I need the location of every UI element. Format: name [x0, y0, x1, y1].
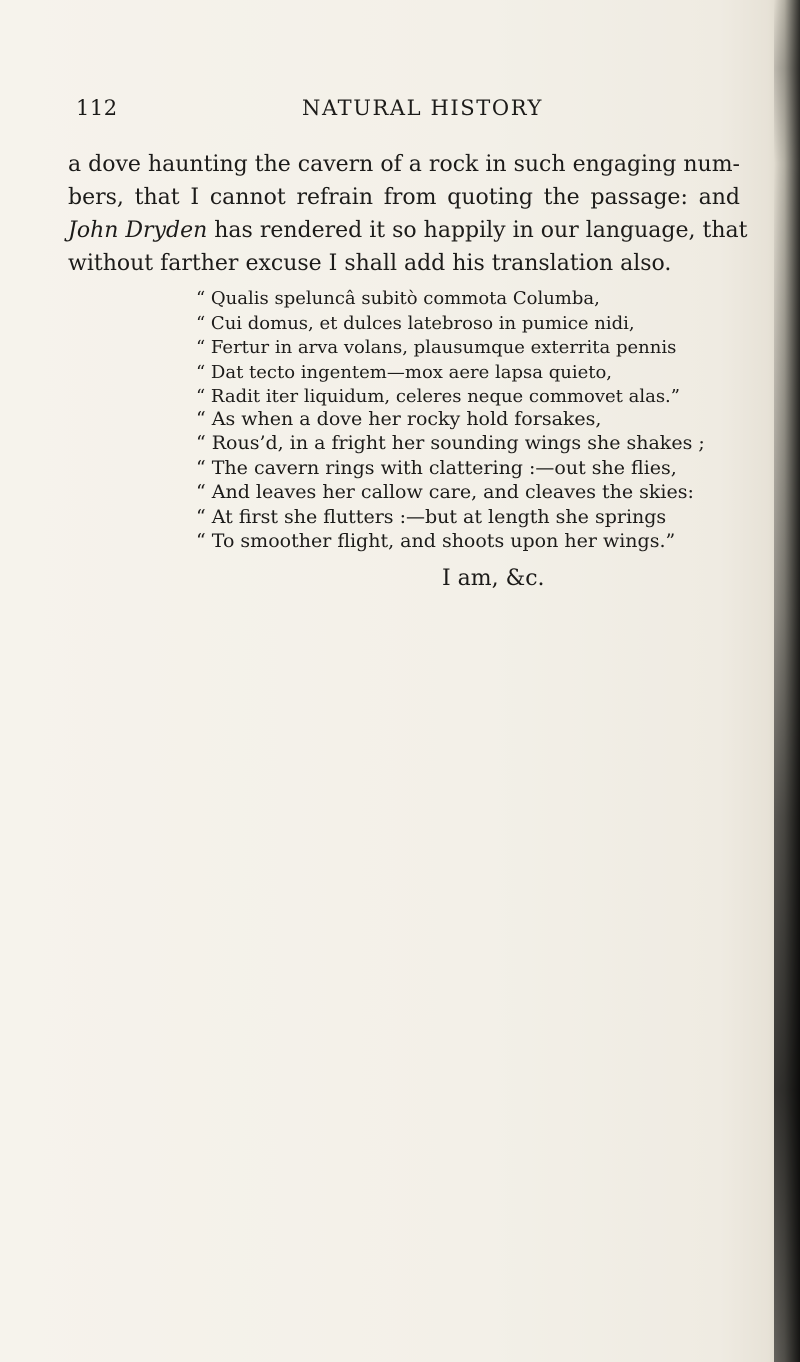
verse-line: “ Cui domus, et dulces latebroso in pumice nidi, [196, 312, 635, 334]
scanned-page-edge [774, 0, 800, 1362]
verse-line: “ As when a dove her rocky hold forsakes, [196, 408, 602, 430]
body-paragraph [68, 148, 748, 280]
page-number: 112 [76, 96, 118, 120]
verse-line: “ To smoother flight, and shoots upon her wings.” [196, 530, 676, 553]
verse-line: “ At first she flutters :—but at length she springs [196, 505, 667, 528]
body-line-2: bers, that I cannot refrain from quoting the passage: and [68, 185, 740, 210]
running-head: NATURAL HISTORY [302, 96, 543, 120]
english-verse-translation [196, 407, 705, 553]
body-line-1: a dove haunting the cavern of a rock in such engaging num- [68, 152, 740, 177]
body-line-4: without farther excuse I shall add his translation also. [68, 251, 672, 276]
verse-line: “ Rous’d, in a fright her sounding wings she shakes ; [196, 432, 705, 455]
verse-line: “ Dat tecto ingentem—mox aere lapsa quieto, [196, 361, 613, 383]
verse-line: “ The cavern rings with clattering :—out she flies, [196, 456, 677, 479]
latin-verse-quote [196, 287, 680, 410]
body-line-3 [68, 214, 748, 247]
verse-line: “ Radit iter liquidum, celeres neque commovet alas.” [196, 386, 680, 407]
verse-line: “ Qualis speluncâ subitò commota Columba, [196, 288, 600, 309]
author-name: John Dryden [68, 218, 208, 243]
body-line-3-text: has rendered it so happily in our language, that [214, 218, 748, 243]
page-header [0, 96, 800, 130]
verse-line: “ And leaves her callow care, and cleaves the skies: [196, 481, 694, 504]
letter-closing: I am, &c. [442, 566, 545, 591]
verse-line: “ Fertur in arva volans, plausumque exterrita pennis [196, 337, 677, 358]
